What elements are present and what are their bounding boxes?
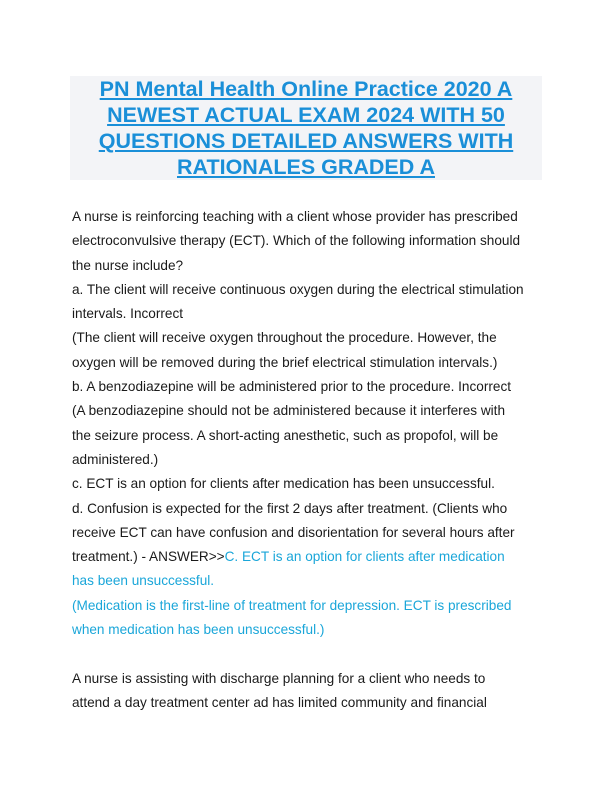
title-line[interactable]: NEWEST ACTUAL EXAM 2024 WITH 50 <box>107 103 505 127</box>
question-2-stem-line: A nurse is assisting with discharge planning for a client who needs to <box>72 670 486 686</box>
paragraph-gap <box>72 642 548 666</box>
title-line[interactable]: PN Mental Health Online Practice 2020 A <box>99 77 513 101</box>
question-1-option-line: (The client will receive oxygen throughout the procedure. However, the <box>72 330 497 346</box>
question-1-stem-line: the nurse include? <box>72 257 184 273</box>
question-1-rationale-line: when medication has been unsuccessful.) <box>72 622 325 638</box>
question-1-rationale-line: (Medication is the first-line of treatment for depression. ECT is prescribed <box>72 597 512 613</box>
title-line[interactable]: RATIONALES GRADED A <box>177 155 435 179</box>
answer-text: C. ECT is an option for clients after medication <box>224 549 505 565</box>
question-1-option-line: c. ECT is an option for clients after medication has been unsuccessful. <box>72 476 495 492</box>
question-1-option-line: receive ECT can have confusion and disorientation for several hours after <box>72 524 515 540</box>
question-1-answer-line <box>72 545 548 569</box>
question-1-option-line: the seizure process. A short-acting anesthetic, such as propofol, will be <box>72 427 499 443</box>
question-1-option-line: administered.) <box>72 451 159 467</box>
question-1-option-line: oxygen will be removed during the brief electrical stimulation intervals.) <box>72 354 498 370</box>
question-1-stem-line: electroconvulsive therapy (ECT). Which of the following information should <box>72 233 521 249</box>
question-1-option-line: d. Confusion is expected for the first 2 days after treatment. (Clients who <box>72 500 508 516</box>
title-line[interactable]: QUESTIONS DETAILED ANSWERS WITH <box>98 129 514 153</box>
document-title[interactable] <box>70 76 542 180</box>
question-1-option-line: a. The client will receive continuous oxygen during the electrical stimulation <box>72 281 524 297</box>
question-1-option-line: (A benzodiazepine should not be administered because it interferes with <box>72 403 506 419</box>
question-1-option-line: b. A benzodiazepine will be administered prior to the procedure. Incorrect <box>72 379 512 395</box>
question-1-answer-line: has been unsuccessful. <box>72 573 215 589</box>
question-1-stem-line: A nurse is reinforcing teaching with a client whose provider has prescribed <box>72 209 518 224</box>
answer-prefix: treatment.) - ANSWER>> <box>72 549 225 565</box>
question-1-option-line: intervals. Incorrect <box>72 306 184 322</box>
document-body <box>72 205 548 715</box>
question-2-stem-line: attend a day treatment center ad has limited community and financial <box>72 694 487 710</box>
